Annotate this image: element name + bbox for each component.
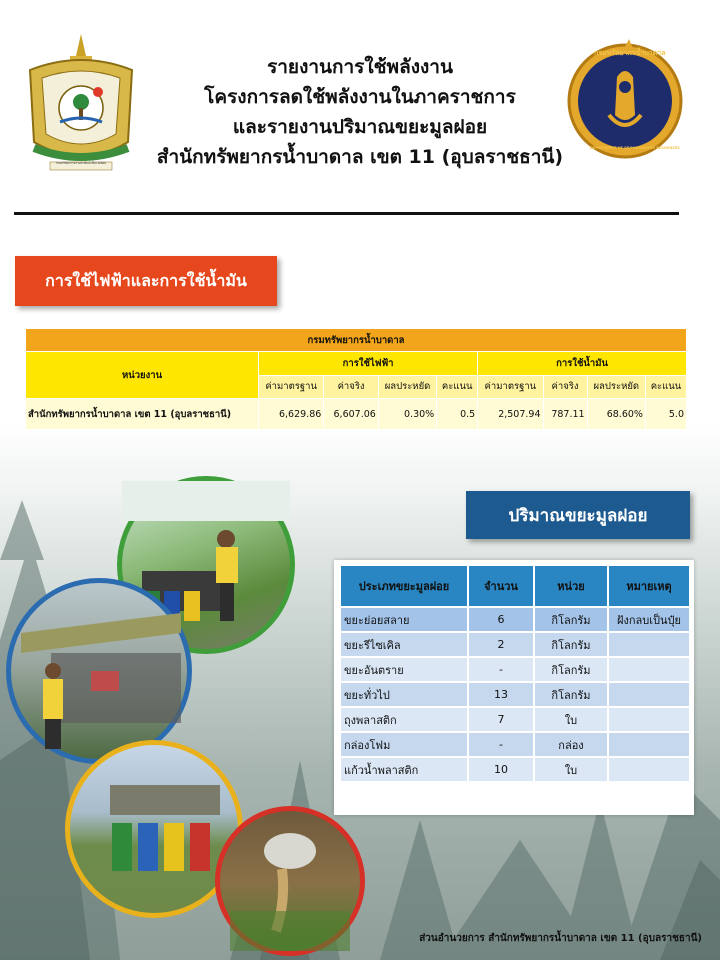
waste-table <box>339 564 691 783</box>
title-line-1: รายงานการใช้พลังงาน <box>267 56 453 78</box>
waste-unit: กิโลกรัม <box>535 633 607 656</box>
waste-qty: 13 <box>469 683 533 706</box>
left-logo-caption: กรมทรัพยากรธรรมชาติและสิ่งแวดล้อม <box>55 161 107 165</box>
electricity-saving: 0.30% <box>378 399 436 430</box>
table-row <box>341 758 689 781</box>
table-row <box>26 399 687 430</box>
energy-department-header: กรมทรัพยากรน้ำบาดาล <box>26 329 687 352</box>
sub-header: ค่าจริง <box>324 375 379 399</box>
waste-type: ถุงพลาสติก <box>341 708 467 731</box>
footer-credit: ส่วนอำนวยการ สำนักทรัพยากรน้ำบาดาล เขต 11 (อุบลราชธานี) <box>419 933 702 944</box>
waste-note: ฝังกลบเป็นปุ๋ย <box>609 608 689 631</box>
waste-note-header: หมายเหตุ <box>609 566 689 606</box>
waste-type-header: ประเภทขยะมูลฝอย <box>341 566 467 606</box>
sub-header: ค่าจริง <box>543 375 587 399</box>
sub-header: คะแนน <box>437 375 478 399</box>
fuel-score: 5.0 <box>645 399 686 430</box>
waste-unit: กิโลกรัม <box>535 608 607 631</box>
waste-unit: ใบ <box>535 708 607 731</box>
waste-qty: - <box>469 658 533 681</box>
waste-unit: กิโลกรัม <box>535 658 607 681</box>
waste-table-panel <box>334 560 694 815</box>
fuel-actual: 787.11 <box>543 399 587 430</box>
title-line-4: สำนักทรัพยากรน้ำบาดาล เขต 11 (อุบลราชธานี) <box>156 146 564 168</box>
sub-header: ค่ามาตรฐาน <box>259 375 324 399</box>
electricity-standard: 6,629.86 <box>259 399 324 430</box>
waste-note <box>609 758 689 781</box>
unit-name: สำนักทรัพยากรน้ำบาดาล เขต 11 (อุบลราชธานี) <box>26 399 259 430</box>
table-row <box>341 633 689 656</box>
waste-qty: 6 <box>469 608 533 631</box>
waste-qty: 7 <box>469 708 533 731</box>
energy-table <box>25 328 687 430</box>
right-logo-caption-bottom: DEPARTMENT OF GROUNDWATER RESOURCES <box>590 146 680 150</box>
report-title <box>120 52 600 172</box>
unit-column-header: หน่วยงาน <box>26 352 259 399</box>
fuel-saving: 68.60% <box>587 399 645 430</box>
photo-illustration <box>220 811 360 951</box>
waste-note <box>609 708 689 731</box>
waste-note <box>609 633 689 656</box>
title-line-3: และรายงานปริมาณขยะมูลฝอย <box>232 116 488 138</box>
fuel-header: การใช้น้ำมัน <box>478 352 687 376</box>
title-line-2: โครงการลดใช้พลังงานในภาคราชการ <box>204 86 516 108</box>
table-row <box>341 683 689 706</box>
waste-qty-header: จำนวน <box>469 566 533 606</box>
right-logo-caption-top: กรมทรัพยากรน้ำบาดาล <box>594 49 666 57</box>
waste-unit: กล่อง <box>535 733 607 756</box>
table-row <box>341 708 689 731</box>
waste-note <box>609 733 689 756</box>
sub-header: ผลประหยัด <box>587 375 645 399</box>
waste-type: แก้วน้ำพลาสติก <box>341 758 467 781</box>
title-divider <box>14 212 679 215</box>
sub-header: ผลประหยัด <box>378 375 436 399</box>
sub-header: ค่ามาตรฐาน <box>478 375 543 399</box>
waste-qty: 10 <box>469 758 533 781</box>
waste-type: ขยะย่อยสลาย <box>341 608 467 631</box>
table-row <box>341 658 689 681</box>
energy-section-label: การใช้ไฟฟ้าและการใช้น้ำมัน <box>15 256 277 306</box>
photo-waste-collection-shed <box>6 578 192 764</box>
sub-header: คะแนน <box>645 375 686 399</box>
electricity-score: 0.5 <box>437 399 478 430</box>
waste-note <box>609 658 689 681</box>
electricity-actual: 6,607.06 <box>324 399 379 430</box>
fuel-standard: 2,507.94 <box>478 399 543 430</box>
waste-section-label: ปริมาณขยะมูลฝอย <box>466 491 690 539</box>
table-row <box>341 608 689 631</box>
waste-type: กล่องโฟม <box>341 733 467 756</box>
waste-note <box>609 683 689 706</box>
waste-qty: - <box>469 733 533 756</box>
waste-qty: 2 <box>469 633 533 656</box>
table-row <box>341 733 689 756</box>
waste-type: ขยะทั่วไป <box>341 683 467 706</box>
photo-illustration <box>11 583 187 759</box>
photo-composting <box>215 806 365 956</box>
photo-illustration <box>70 745 238 913</box>
electricity-header: การใช้ไฟฟ้า <box>259 352 478 376</box>
waste-unit: ใบ <box>535 758 607 781</box>
waste-type: ขยะรีไซเคิล <box>341 633 467 656</box>
waste-unit: กิโลกรัม <box>535 683 607 706</box>
waste-unit-header: หน่วย <box>535 566 607 606</box>
waste-type: ขยะอันตราย <box>341 658 467 681</box>
